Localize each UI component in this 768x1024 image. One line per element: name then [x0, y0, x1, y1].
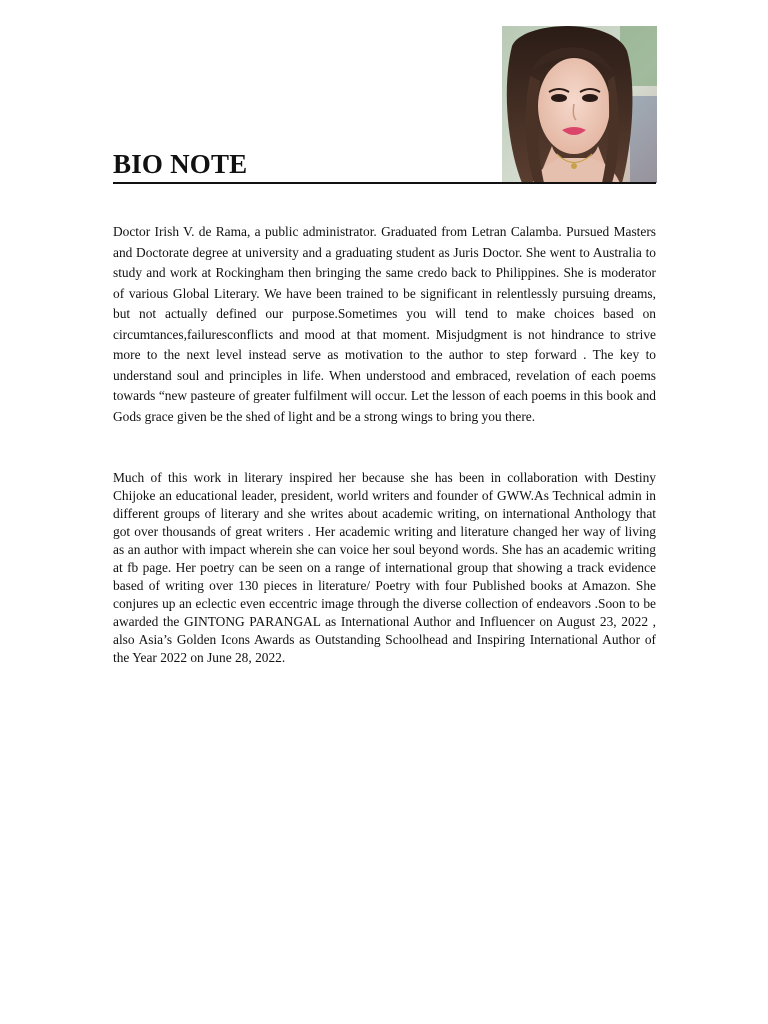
title-underline	[113, 182, 656, 184]
author-portrait	[502, 26, 657, 183]
page-title: BIO NOTE	[113, 149, 248, 179]
bio-paragraph-2: Much of this work in literary inspired her because she has been in collaboration with Destiny Chijoke an educational leader, president, world writers and founder of GWW.As Technical admin in different groups of literary and she writes about academic writing, on international Anthology that got over thousands of great writers . Her academic writing and literature changed her way of living as an author with impact wherein she can voice her soul beyond words. She has an academic writing at fb page. Her poetry can be seen on a range of international group that showing a track evidence based of writing over 130 pieces in literature/ Poetry with four Published books at Amazon. She conjures up an eclectic even eccentric image through the diverse collection of endeavors .Soon to be awarded the GINTONG PARANGAL as International Author and Influencer on August 23, 2022 , also Asia’s Golden Icons Awards as Outstanding Schoolhead and Inspiring International Author of the Year 2022 on June 28, 2022.	[113, 470, 656, 665]
bio-paragraph-1: Doctor Irish V. de Rama, a public administrator. Graduated from Letran Calamba. Pursued Masters and Doctorate degree at university and a graduating student as Juris Doctor. She went to Australia to study and work at Rockingham then bringing the same credo back to Philippines. She is moderator of various Global Literary. We have been trained to be significant in relentlessly pursuing dreams, but not actually defined our purpose.Sometimes you will tend to make choices based on circumtances,failuresconflicts and mood at that moment. Misjudgment is not hindrance to strive more to the next level instead serve as motivation to the author to step forward . The key to understand soul and principles in life. When understood and embraced, revelation of each poems towards “new pasteure of greater fulfilment will occur. Let the lesson of each poems in this book and Gods grace given be the shed of light and be a strong wings to bring you there.	[113, 224, 656, 424]
